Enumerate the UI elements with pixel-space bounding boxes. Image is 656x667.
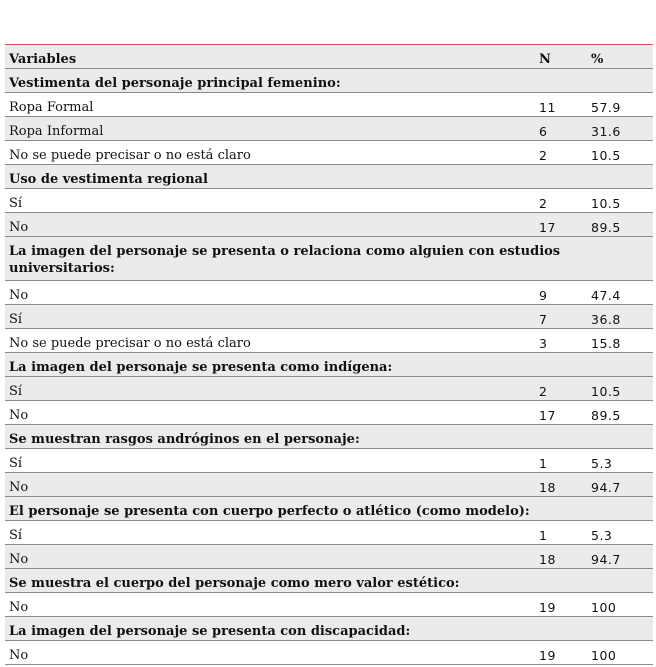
row-percent: 31.6 [587, 117, 653, 141]
row-percent: 10.5 [587, 377, 653, 401]
row-label: Sí [5, 449, 535, 473]
row-label: Sí [5, 305, 535, 329]
row-label: No [5, 473, 535, 497]
section-header [5, 569, 653, 593]
row-label: Ropa Formal [5, 93, 535, 117]
table-row [5, 141, 653, 165]
row-n: 17 [535, 213, 587, 237]
row-n: 1 [535, 449, 587, 473]
row-n: 6 [535, 117, 587, 141]
row-percent: 89.5 [587, 213, 653, 237]
row-label: No [5, 281, 535, 305]
table-row [5, 641, 653, 665]
row-n: 19 [535, 641, 587, 665]
row-percent: 94.7 [587, 473, 653, 497]
table-row [5, 329, 653, 353]
header-percent: % [587, 45, 653, 69]
row-percent: 10.5 [587, 141, 653, 165]
header-n: N [535, 45, 587, 69]
table-row [5, 213, 653, 237]
row-label: No [5, 641, 535, 665]
row-n: 7 [535, 305, 587, 329]
section-title: La imagen del personaje se presenta con discapacidad: [5, 617, 653, 641]
row-percent: 47.4 [587, 281, 653, 305]
row-n: 19 [535, 593, 587, 617]
row-label: Sí [5, 521, 535, 545]
table-row [5, 377, 653, 401]
table-row [5, 449, 653, 473]
row-label: Sí [5, 189, 535, 213]
section-header [5, 353, 653, 377]
row-label: No [5, 545, 535, 569]
section-header [5, 237, 653, 281]
table-row [5, 401, 653, 425]
row-n: 18 [535, 473, 587, 497]
row-n: 18 [535, 545, 587, 569]
row-n: 2 [535, 189, 587, 213]
row-label: No [5, 213, 535, 237]
section-title: Se muestra el cuerpo del personaje como mero valor estético: [5, 569, 653, 593]
results-table [5, 44, 653, 665]
table-header-row [5, 45, 653, 69]
row-n: 9 [535, 281, 587, 305]
section-header [5, 69, 653, 93]
row-percent: 100 [587, 641, 653, 665]
table-row [5, 305, 653, 329]
row-percent: 15.8 [587, 329, 653, 353]
row-n: 11 [535, 93, 587, 117]
section-title: Uso de vestimenta regional [5, 165, 653, 189]
row-label: No [5, 593, 535, 617]
section-title: La imagen del personaje se presenta como indígena: [5, 353, 653, 377]
table-row [5, 545, 653, 569]
row-percent: 94.7 [587, 545, 653, 569]
row-n: 1 [535, 521, 587, 545]
row-percent: 5.3 [587, 521, 653, 545]
section-title: Se muestran rasgos andróginos en el personaje: [5, 425, 653, 449]
row-percent: 5.3 [587, 449, 653, 473]
row-n: 2 [535, 141, 587, 165]
row-label: Ropa Informal [5, 117, 535, 141]
row-percent: 10.5 [587, 189, 653, 213]
section-header [5, 165, 653, 189]
row-percent: 89.5 [587, 401, 653, 425]
row-label: Sí [5, 377, 535, 401]
section-title: El personaje se presenta con cuerpo perfecto o atlético (como modelo): [5, 497, 653, 521]
section-title: La imagen del personaje se presenta o relaciona como alguien con estudios universitarios: [5, 237, 653, 281]
table-row [5, 521, 653, 545]
section-title: Vestimenta del personaje principal femenino: [5, 69, 653, 93]
table-row [5, 117, 653, 141]
section-header [5, 617, 653, 641]
row-label: No se puede precisar o no está claro [5, 141, 535, 165]
row-n: 3 [535, 329, 587, 353]
table-row [5, 93, 653, 117]
row-percent: 57.9 [587, 93, 653, 117]
row-label: No se puede precisar o no está claro [5, 329, 535, 353]
table-row [5, 189, 653, 213]
table-row [5, 281, 653, 305]
row-percent: 36.8 [587, 305, 653, 329]
row-n: 17 [535, 401, 587, 425]
row-label: No [5, 401, 535, 425]
section-header [5, 425, 653, 449]
header-variables: Variables [5, 45, 535, 69]
table-row [5, 593, 653, 617]
row-n: 2 [535, 377, 587, 401]
row-percent: 100 [587, 593, 653, 617]
table-row [5, 473, 653, 497]
section-header [5, 497, 653, 521]
